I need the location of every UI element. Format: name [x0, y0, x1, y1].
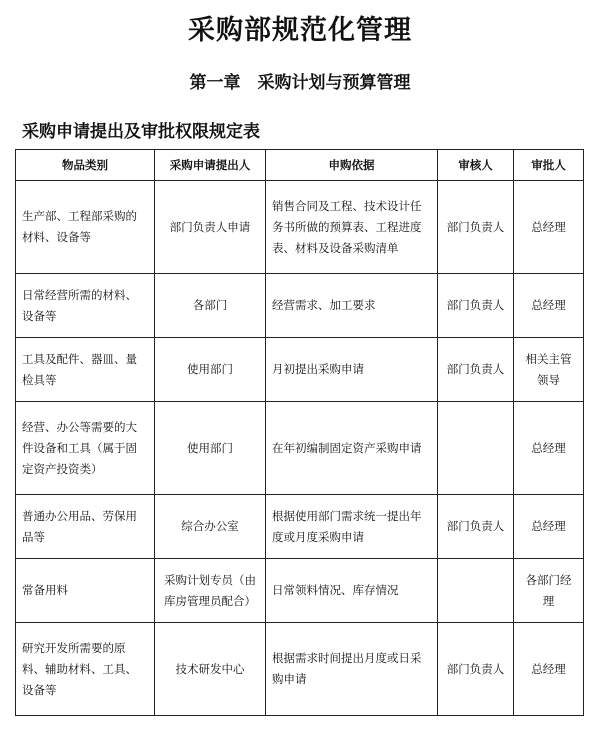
cell-reviewer: 部门负责人 [438, 338, 514, 402]
table-header-row [16, 150, 584, 181]
header-basis: 申购依据 [266, 150, 438, 181]
table-row [16, 181, 584, 274]
table-row [16, 623, 584, 716]
cell-category: 经营、办公等需要的大件设备和工具（属于固定资产投资类） [16, 402, 155, 495]
cell-approver: 总经理 [514, 274, 584, 338]
cell-basis: 根据使用部门需求统一提出年度或月度采购申请 [266, 495, 438, 559]
cell-reviewer [438, 559, 514, 623]
cell-category: 研究开发所需要的原料、辅助材料、工具、设备等 [16, 623, 155, 716]
cell-approver: 总经理 [514, 402, 584, 495]
cell-basis: 根据需求时间提出月度或日采购申请 [266, 623, 438, 716]
cell-reviewer: 部门负责人 [438, 274, 514, 338]
table-row [16, 402, 584, 495]
cell-requester: 使用部门 [155, 402, 266, 495]
header-reviewer: 审核人 [438, 150, 514, 181]
table-row [16, 559, 584, 623]
cell-category: 生产部、工程部采购的材料、设备等 [16, 181, 155, 274]
cell-requester: 采购计划专员（由库房管理员配合） [155, 559, 266, 623]
cell-reviewer: 部门负责人 [438, 181, 514, 274]
cell-category: 日常经营所需的材料、设备等 [16, 274, 155, 338]
header-approver: 审批人 [514, 150, 584, 181]
cell-approver: 总经理 [514, 623, 584, 716]
approval-authority-table [15, 149, 584, 716]
cell-requester: 部门负责人申请 [155, 181, 266, 274]
table-row [16, 338, 584, 402]
table-caption: 采购申请提出及审批权限规定表 [22, 122, 260, 142]
cell-approver: 各部门经理 [514, 559, 584, 623]
table-row [16, 495, 584, 559]
cell-basis: 销售合同及工程、技术设计任务书所做的预算表、工程进度表、材料及设备采购清单 [266, 181, 438, 274]
cell-basis: 月初提出采购申请 [266, 338, 438, 402]
header-category: 物品类别 [16, 150, 155, 181]
cell-basis: 在年初编制固定资产采购申请 [266, 402, 438, 495]
cell-approver: 总经理 [514, 495, 584, 559]
cell-basis: 经营需求、加工要求 [266, 274, 438, 338]
cell-reviewer: 部门负责人 [438, 623, 514, 716]
cell-category: 普通办公用品、劳保用品等 [16, 495, 155, 559]
cell-approver: 总经理 [514, 181, 584, 274]
cell-requester: 技术研发中心 [155, 623, 266, 716]
cell-basis: 日常领料情况、库存情况 [266, 559, 438, 623]
chapter-heading: 第一章 采购计划与预算管理 [189, 73, 411, 93]
cell-reviewer: 部门负责人 [438, 495, 514, 559]
cell-approver: 相关主管领导 [514, 338, 584, 402]
cell-requester: 综合办公室 [155, 495, 266, 559]
cell-requester: 各部门 [155, 274, 266, 338]
table-row [16, 274, 584, 338]
cell-requester: 使用部门 [155, 338, 266, 402]
cell-reviewer [438, 402, 514, 495]
cell-category: 常备用料 [16, 559, 155, 623]
header-requester: 采购申请提出人 [155, 150, 266, 181]
document-title: 采购部规范化管理 [188, 15, 412, 46]
cell-category: 工具及配件、器皿、量检具等 [16, 338, 155, 402]
